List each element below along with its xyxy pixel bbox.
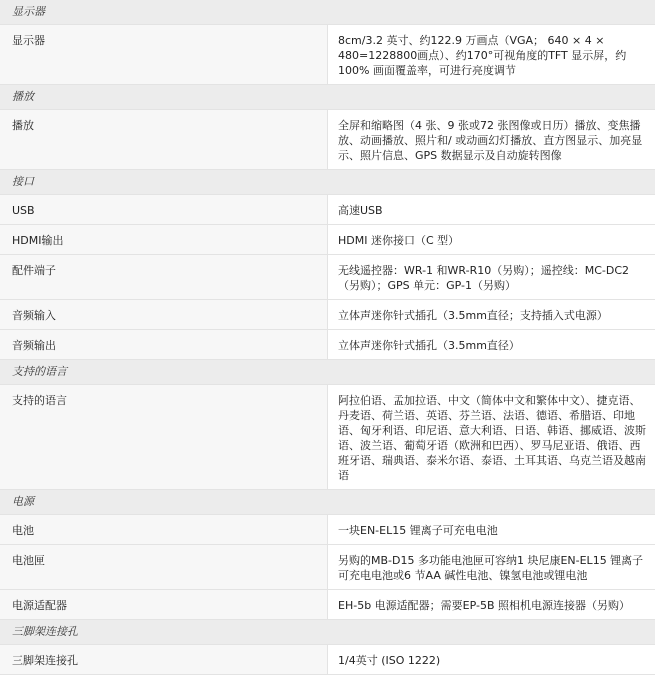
spec-row [0, 110, 655, 170]
spec-value: HDMI 迷你接口（C 型） [338, 233, 647, 248]
spec-row [0, 300, 655, 330]
spec-value-cell [328, 330, 655, 360]
section-title: 显示器 [0, 0, 655, 25]
section-header-row [0, 620, 655, 645]
spec-value: 一块EN-EL15 锂离子可充电电池 [338, 523, 647, 538]
spec-value-cell [328, 545, 655, 590]
spec-value: 立体声迷你针式插孔（3.5mm直径） [338, 338, 647, 353]
spec-value: 立体声迷你针式插孔（3.5mm直径；支持插入式电源） [338, 308, 647, 323]
spec-value: EH-5b 电源适配器；需要EP-5B 照相机电源连接器（另购） [338, 598, 647, 613]
spec-value-cell [328, 590, 655, 620]
spec-value: 8cm/3.2 英寸、约122.9 万画点（VGA； 640 × 4 × 480=1228800画点）、约170°可视角度的TFT 显示屏，约100% 画面覆盖率，可进行亮度调节 [338, 33, 647, 78]
spec-row [0, 195, 655, 225]
spec-row [0, 545, 655, 590]
spec-value-cell [328, 515, 655, 545]
spec-label: 电池匣 [0, 545, 328, 590]
spec-row [0, 645, 655, 675]
spec-label: 电源适配器 [0, 590, 328, 620]
spec-value: 高速USB [338, 203, 647, 218]
spec-value-cell [328, 25, 655, 85]
spec-row [0, 385, 655, 490]
spec-value-cell [328, 225, 655, 255]
section-title: 支持的语言 [0, 360, 655, 385]
section-header-row [0, 85, 655, 110]
spec-value: 无线遥控器：WR-1 和WR-R10（另购）；遥控线：MC-DC2（另购）；GPS 单元：GP-1（另购） [338, 263, 647, 293]
spec-label: 三脚架连接孔 [0, 645, 328, 675]
spec-value: 全屏和缩略图（4 张、9 张或72 张图像或日历）播放、变焦播放、动画播放、照片和/ 或动画幻灯播放、直方图显示、加亮显示、照片信息、GPS 数据显示及自动旋转图像 [338, 118, 647, 163]
spec-label: 播放 [0, 110, 328, 170]
section-header-row [0, 490, 655, 515]
spec-value-cell [328, 255, 655, 300]
spec-value-cell [328, 195, 655, 225]
spec-label: 支持的语言 [0, 385, 328, 490]
spec-row [0, 330, 655, 360]
section-header-row [0, 170, 655, 195]
section-title: 播放 [0, 85, 655, 110]
spec-value: 另购的MB-D15 多功能电池匣可容纳1 块尼康EN-EL15 锂离子可充电电池或6 节AA 碱性电池、镍氢电池或锂电池 [338, 553, 647, 583]
spec-row [0, 225, 655, 255]
spec-value-cell [328, 385, 655, 490]
spec-value: 阿拉伯语、孟加拉语、中文（简体中文和繁体中文）、捷克语、丹麦语、荷兰语、英语、芬兰语、法语、德语、希腊语、印地语、匈牙利语、印尼语、意大利语、日语、韩语、挪威语、波斯语、波兰语、葡萄牙语（欧洲和巴西）、罗马尼亚语、俄语、西班牙语、瑞典语、泰米尔语、泰语、土耳其语、乌克兰语及越南语 [338, 393, 647, 483]
spec-label: 音频输入 [0, 300, 328, 330]
section-title: 接口 [0, 170, 655, 195]
section-title: 电源 [0, 490, 655, 515]
spec-label: HDMI输出 [0, 225, 328, 255]
section-title: 三脚架连接孔 [0, 620, 655, 645]
spec-row [0, 25, 655, 85]
section-header-row [0, 0, 655, 25]
spec-row [0, 515, 655, 545]
spec-row [0, 590, 655, 620]
section-header-row [0, 360, 655, 385]
spec-label: USB [0, 195, 328, 225]
spec-value-cell [328, 300, 655, 330]
spec-value-cell [328, 645, 655, 675]
spec-label: 电池 [0, 515, 328, 545]
spec-value: 1/4英寸 (ISO 1222) [338, 653, 647, 668]
spec-label: 音频输出 [0, 330, 328, 360]
spec-label: 显示器 [0, 25, 328, 85]
spec-row [0, 255, 655, 300]
spec-value-cell [328, 110, 655, 170]
spec-label: 配件端子 [0, 255, 328, 300]
